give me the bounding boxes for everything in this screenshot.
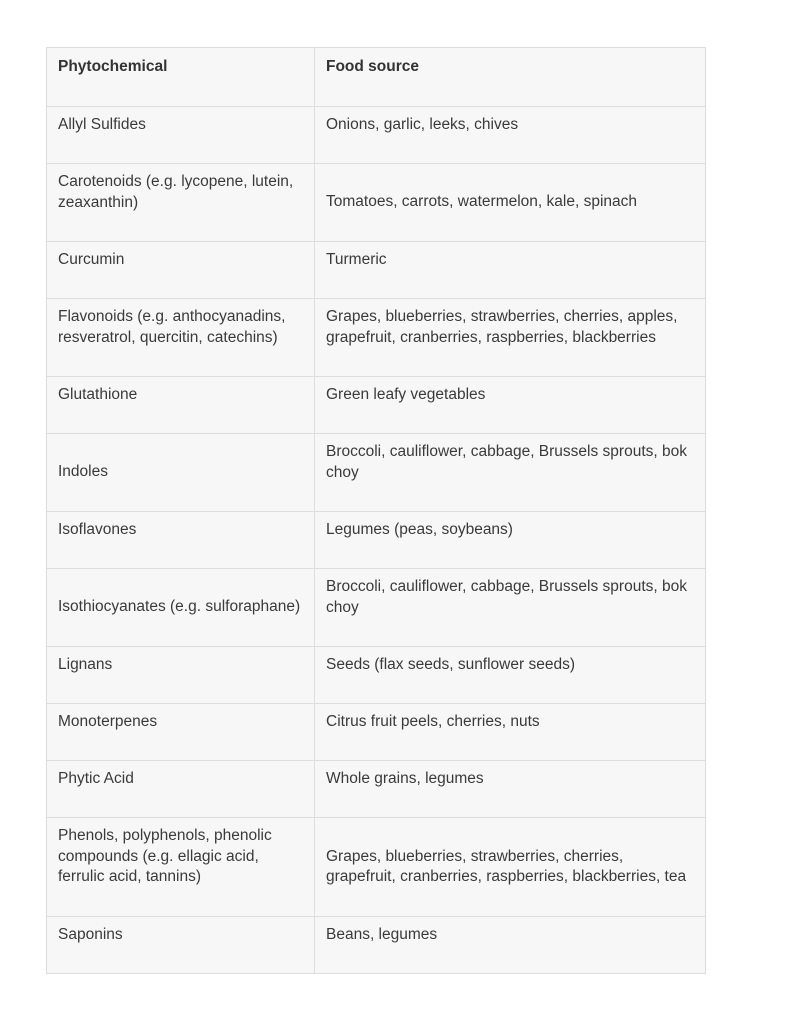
phytochemical-cell: Lignans: [47, 647, 315, 704]
phytochemical-cell: Curcumin: [47, 242, 315, 299]
phytochemical-cell: Glutathione: [47, 377, 315, 434]
food-source-cell: Broccoli, cauliflower, cabbage, Brussels sprouts, bok choy: [315, 569, 706, 647]
table-row: [47, 647, 706, 704]
table-row: [47, 377, 706, 434]
food-source-cell: Grapes, blueberries, strawberries, cherries, grapefruit, cranberries, raspberries, blackberries, tea: [315, 818, 706, 917]
food-source-cell: Broccoli, cauliflower, cabbage, Brussels sprouts, bok choy: [315, 434, 706, 512]
table-row: [47, 761, 706, 818]
phytochemical-table-container: [46, 47, 705, 974]
food-source-cell: Tomatoes, carrots, watermelon, kale, spinach: [315, 164, 706, 242]
table-row: [47, 164, 706, 242]
phytochemical-cell: Monoterpenes: [47, 704, 315, 761]
food-source-cell: Beans, legumes: [315, 917, 706, 974]
header-phytochemical: Phytochemical: [47, 48, 315, 107]
phytochemical-table: [46, 47, 706, 974]
food-source-cell: Whole grains, legumes: [315, 761, 706, 818]
food-source-cell: Legumes (peas, soybeans): [315, 512, 706, 569]
food-source-cell: Onions, garlic, leeks, chives: [315, 107, 706, 164]
food-source-cell: Citrus fruit peels, cherries, nuts: [315, 704, 706, 761]
phytochemical-cell: Phenols, polyphenols, phenolic compounds (e.g. ellagic acid, ferrulic acid, tannins): [47, 818, 315, 917]
header-food-source: Food source: [315, 48, 706, 107]
table-row: [47, 818, 706, 917]
table-header-row: [47, 48, 706, 107]
phytochemical-cell: Carotenoids (e.g. lycopene, lutein, zeaxanthin): [47, 164, 315, 242]
food-source-cell: Seeds (flax seeds, sunflower seeds): [315, 647, 706, 704]
food-source-cell: Turmeric: [315, 242, 706, 299]
table-row: [47, 434, 706, 512]
phytochemical-cell: Flavonoids (e.g. anthocyanadins, resveratrol, quercitin, catechins): [47, 299, 315, 377]
table-row: [47, 569, 706, 647]
table-row: [47, 107, 706, 164]
phytochemical-cell: Indoles: [47, 434, 315, 512]
phytochemical-cell: Isoflavones: [47, 512, 315, 569]
phytochemical-cell: Phytic Acid: [47, 761, 315, 818]
phytochemical-cell: Isothiocyanates (e.g. sulforaphane): [47, 569, 315, 647]
table-row: [47, 242, 706, 299]
phytochemical-cell: Allyl Sulfides: [47, 107, 315, 164]
table-row: [47, 299, 706, 377]
phytochemical-cell: Saponins: [47, 917, 315, 974]
table-row: [47, 704, 706, 761]
food-source-cell: Green leafy vegetables: [315, 377, 706, 434]
table-row: [47, 917, 706, 974]
food-source-cell: Grapes, blueberries, strawberries, cherries, apples, grapefruit, cranberries, raspberries, blackberries: [315, 299, 706, 377]
table-row: [47, 512, 706, 569]
